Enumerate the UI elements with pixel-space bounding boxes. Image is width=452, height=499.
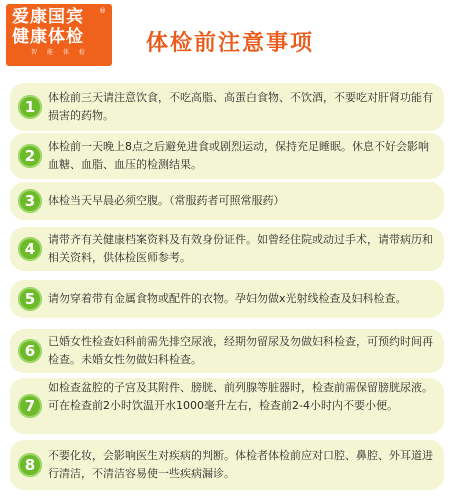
number-badge: 4	[18, 237, 42, 261]
notice-text: 体检前一天晚上8点之后避免进食或剧烈运动，保持充足睡眠。休息不好会影响血糖、血脂、血压的检测结果。	[48, 140, 429, 171]
notice-text: 体检当天早晨必须空腹。（常服药者可照常服药）	[48, 194, 285, 207]
notice-item-6	[10, 329, 444, 373]
notice-item-8	[10, 440, 444, 490]
notice-text: 不要化妆，会影响医生对疾病的判断。体检者体检前应对口腔、鼻腔、外耳道进行清洁，不清洁容易使一些疾病漏诊。	[48, 449, 433, 480]
brand-logo	[6, 4, 112, 66]
notice-item-1	[10, 83, 444, 131]
number-badge: 8	[18, 453, 42, 477]
notice-text: 体检前三天请注意饮食，不吃高脂、高蛋白食物、不饮酒，不要吃对肝肾功能有损害的药物。	[48, 91, 433, 122]
header	[0, 0, 452, 82]
notice-text: 请带齐有关健康档案资料及有效身份证件。如曾经住院或动过手术，请带病历和相关资料，供体检医师参考。	[48, 233, 433, 264]
notice-text: 如检查盆腔的子宫及其附件、膀胱、前列腺等脏器时，检查前需保留膀胱尿液。可在检查前2小时饮温开水1000毫升左右，检查前2-4小时内不要小便。	[48, 381, 433, 412]
number-badge: 7	[18, 394, 42, 418]
number-badge: 3	[18, 189, 42, 213]
number-badge: 2	[18, 144, 42, 168]
number-badge: 5	[18, 287, 42, 311]
logo-line-2: 健康体检	[12, 27, 84, 47]
notice-item-2	[10, 133, 444, 179]
notice-item-5	[10, 280, 444, 318]
registered-mark: ®	[99, 7, 106, 15]
logo-tagline: 智 能 体 检	[31, 49, 89, 56]
notice-item-7	[10, 378, 444, 434]
logo-line-1: 爱康国宾	[12, 7, 84, 27]
number-badge: 6	[18, 339, 42, 363]
number-badge: 1	[18, 95, 42, 119]
notice-item-3	[10, 182, 444, 220]
page-title: 体检前注意事项	[146, 31, 315, 56]
notice-text: 已婚女性检查妇科前需先排空尿液，经期勿留尿及勿做妇科检查，可预约时间再检查。未婚女性勿做妇科检查。	[48, 335, 433, 366]
notice-text: 请勿穿着带有金属食物或配件的衣物。孕妇勿做x光射线检查及妇科检查。	[48, 292, 407, 305]
notice-item-4	[10, 227, 444, 271]
